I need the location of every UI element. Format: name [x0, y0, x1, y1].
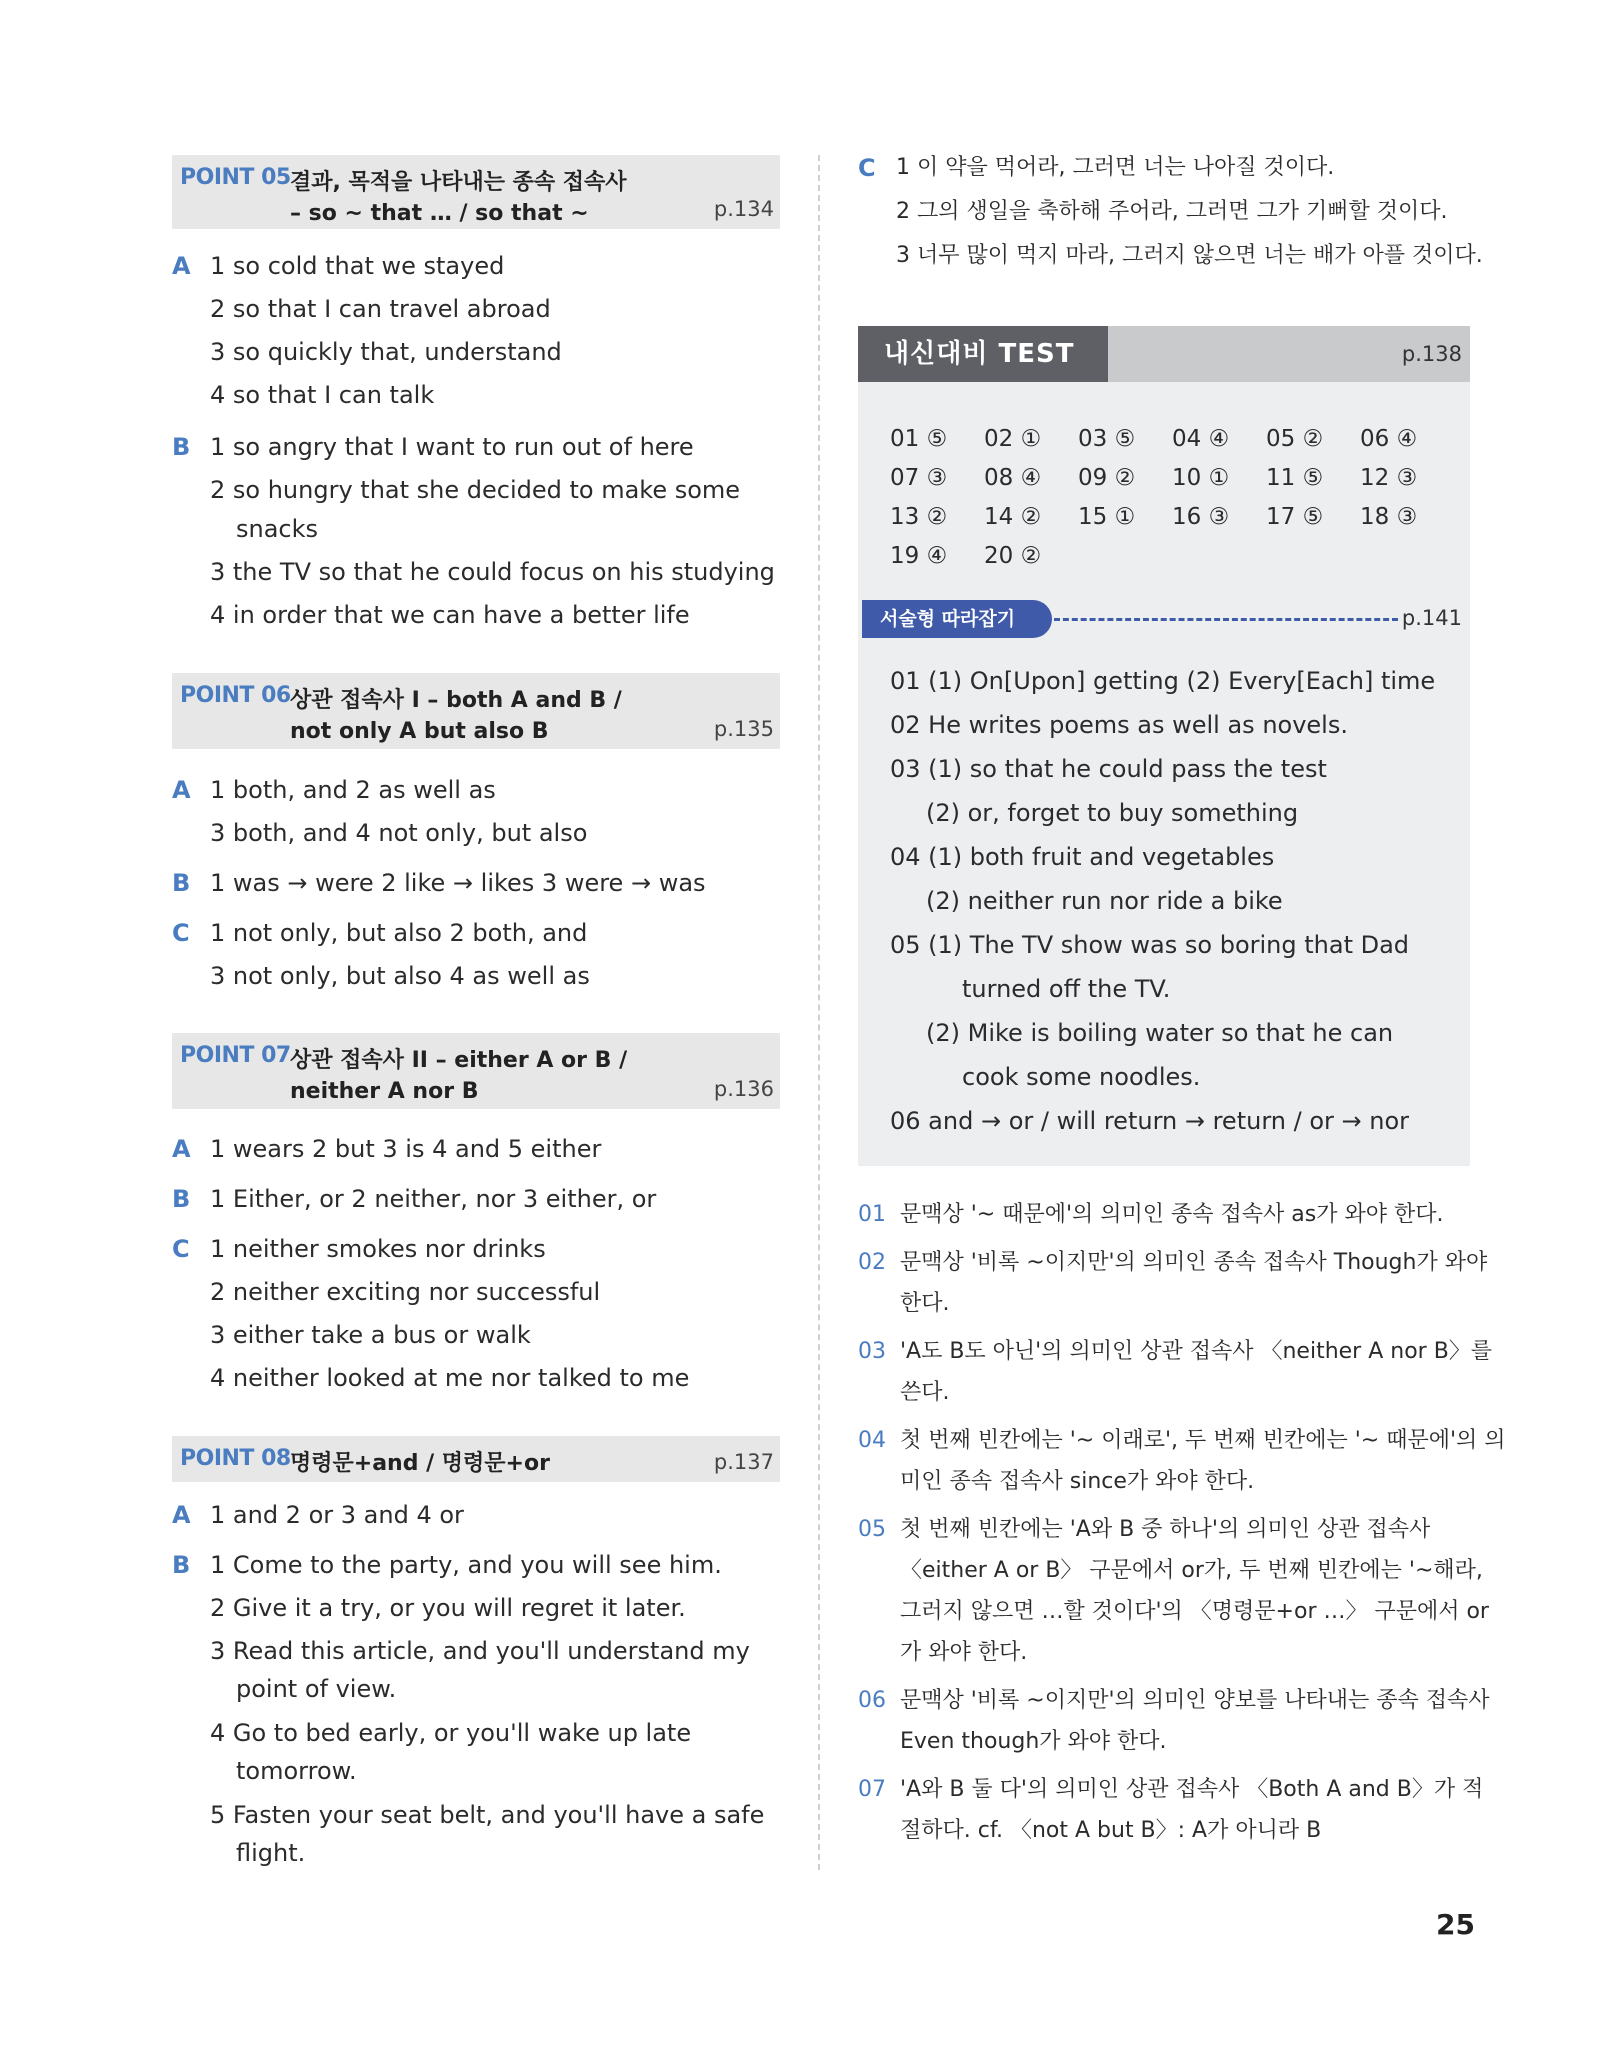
seosul-line: 05 (1) The TV show was so boring that Dad: [890, 931, 1410, 959]
explanation-line: 절하다. cf. 〈not A but B〉: A가 아니라 B: [900, 1818, 1322, 1843]
answer-line-continued: snacks: [236, 515, 319, 543]
answer-line: 3 both, and 4 not only, but also: [210, 819, 588, 847]
explanation-line: 쓴다.: [900, 1380, 950, 1405]
section-letter-b: B: [172, 433, 191, 461]
page-reference: p.141: [1401, 606, 1462, 630]
answer-line: 1 neither smokes nor drinks: [210, 1235, 546, 1263]
answer-line: 2 그의 생일을 축하해 주어라, 그러면 그가 기뻐할 것이다.: [896, 199, 1448, 224]
answer-item: 01 ⑤: [890, 426, 948, 452]
answer-item: 04 ④: [1172, 426, 1230, 452]
answer-line: 1 not only, but also 2 both, and: [210, 919, 588, 947]
answer-line: 4 Go to bed early, or you'll wake up late: [210, 1719, 692, 1747]
answer-line: 3 so quickly that, understand: [210, 338, 562, 366]
explanation-line: 〈either A or B〉 구문에서 or가, 두 번째 빈칸에는 '~해라,: [900, 1558, 1483, 1583]
test-header: [858, 326, 1470, 382]
page-reference: p.136: [713, 1077, 774, 1101]
point08-header: [172, 1436, 780, 1482]
answer-item: 10 ①: [1172, 465, 1230, 491]
point-subtitle: – so ~ that … / so that ~: [290, 201, 589, 226]
column-divider: [818, 155, 820, 1870]
explanation-line: 'A도 B도 아닌'의 의미인 상관 접속사 〈neither A nor B〉를: [900, 1339, 1493, 1364]
answer-line: 2 neither exciting nor successful: [210, 1278, 601, 1306]
section-letter-c: C: [172, 1235, 190, 1263]
point-label: POINT 07: [180, 1043, 291, 1068]
explanation-number: 04: [858, 1428, 886, 1453]
page-number: 25: [1436, 1908, 1475, 1941]
answer-line: 1 wears 2 but 3 is 4 and 5 either: [210, 1135, 602, 1163]
section-letter-c: C: [858, 154, 876, 182]
explanation-line: Even though가 와야 한다.: [900, 1729, 1167, 1754]
answer-item: 12 ③: [1360, 465, 1418, 491]
answer-item: 03 ⑤: [1078, 426, 1136, 452]
answer-line-continued: flight.: [236, 1839, 306, 1867]
seosul-line: 03 (1) so that he could pass the test: [890, 755, 1327, 783]
explanation-line: 한다.: [900, 1291, 950, 1316]
answer-item: 11 ⑤: [1266, 465, 1324, 491]
page-reference: p.138: [1401, 342, 1462, 366]
answer-line-continued: point of view.: [236, 1675, 397, 1703]
answer-item: 08 ④: [984, 465, 1042, 491]
answer-item: 15 ①: [1078, 504, 1136, 530]
answer-item: 16 ③: [1172, 504, 1230, 530]
point-label: POINT 06: [180, 683, 291, 708]
explanation-line: 문맥상 '비록 ~이지만'의 의미인 종속 접속사 Though가 와야: [900, 1250, 1488, 1275]
explanation-number: 02: [858, 1250, 886, 1275]
explanation-number: 05: [858, 1517, 886, 1542]
section-letter-a: A: [172, 252, 191, 280]
point-subtitle: neither A nor B: [290, 1079, 479, 1104]
section-letter-a: A: [172, 1501, 191, 1529]
answer-item: 18 ③: [1360, 504, 1418, 530]
answer-item: 09 ②: [1078, 465, 1136, 491]
section-letter-a: A: [172, 776, 191, 804]
seosul-line: 06 and → or / will return → return / or → nor: [890, 1107, 1409, 1135]
point06-header: [172, 673, 780, 749]
explanation-number: 01: [858, 1202, 886, 1227]
point-title: 상관 접속사 I – both A and B /: [290, 688, 622, 713]
dashed-rule: [1054, 618, 1398, 621]
answer-item: 14 ②: [984, 504, 1042, 530]
answer-line: 3 Read this article, and you'll understand my: [210, 1637, 750, 1665]
explanation-line: 첫 번째 빈칸에는 'A와 B 중 하나'의 의미인 상관 접속사: [900, 1517, 1431, 1542]
answer-line: 2 so hungry that she decided to make some: [210, 476, 741, 504]
point07-header: [172, 1033, 780, 1109]
explanation-line: 첫 번째 빈칸에는 '~ 이래로', 두 번째 빈칸에는 '~ 때문에'의 의: [900, 1428, 1506, 1453]
explanation-number: 06: [858, 1688, 886, 1713]
test-title: 내신대비 TEST: [858, 326, 1108, 382]
seosul-line: cook some noodles.: [962, 1063, 1201, 1091]
answer-line: 5 Fasten your seat belt, and you'll have a safe: [210, 1801, 765, 1829]
answer-line: 4 in order that we can have a better life: [210, 601, 690, 629]
explanation-line: 미인 종속 접속사 since가 와야 한다.: [900, 1469, 1255, 1494]
section-letter-b: B: [172, 1185, 191, 1213]
section-letter-b: B: [172, 1551, 191, 1579]
answer-item: 06 ④: [1360, 426, 1418, 452]
answer-line: 1 was → were 2 like → likes 3 were → was: [210, 869, 706, 897]
section-letter-b: B: [172, 869, 191, 897]
answer-line: 2 so that I can travel abroad: [210, 295, 551, 323]
explanation-line: 가 와야 한다.: [900, 1640, 1028, 1665]
explanation-line: 'A와 B 둘 다'의 의미인 상관 접속사 〈Both A and B〉가 적: [900, 1777, 1484, 1802]
answer-line: 1 and 2 or 3 and 4 or: [210, 1501, 464, 1529]
answer-item: 19 ④: [890, 543, 948, 569]
answer-line: 3 the TV so that he could focus on his studying: [210, 558, 775, 586]
seosul-line: (2) or, forget to buy something: [926, 799, 1299, 827]
point05-header: [172, 155, 780, 229]
page-reference: p.134: [713, 197, 774, 221]
explanation-number: 03: [858, 1339, 886, 1364]
answer-item: 02 ①: [984, 426, 1042, 452]
seosul-tag: 서술형 따라잡기: [862, 600, 1052, 638]
answer-item: 17 ⑤: [1266, 504, 1324, 530]
seosul-line: turned off the TV.: [962, 975, 1171, 1003]
answer-line-continued: tomorrow.: [236, 1757, 357, 1785]
point-title: 명령문+and / 명령문+or: [290, 1451, 550, 1476]
seosul-line: (2) neither run nor ride a bike: [926, 887, 1283, 915]
answer-line: 3 not only, but also 4 as well as: [210, 962, 590, 990]
answer-item: 07 ③: [890, 465, 948, 491]
answer-item: 05 ②: [1266, 426, 1324, 452]
explanation-number: 07: [858, 1777, 886, 1802]
section-letter-c: C: [172, 919, 190, 947]
answer-line: 1 so angry that I want to run out of here: [210, 433, 694, 461]
answer-line: 1 so cold that we stayed: [210, 252, 505, 280]
page-reference: p.137: [713, 1450, 774, 1474]
seosul-line: 04 (1) both fruit and vegetables: [890, 843, 1275, 871]
point-subtitle: not only A but also B: [290, 719, 549, 744]
point-title: 상관 접속사 II – either A or B /: [290, 1048, 628, 1073]
answer-line: 1 both, and 2 as well as: [210, 776, 496, 804]
answer-line: 1 이 약을 먹어라, 그러면 너는 나아질 것이다.: [896, 155, 1335, 180]
section-letter-a: A: [172, 1135, 191, 1163]
answer-line: 3 너무 많이 먹지 마라, 그러지 않으면 너는 배가 아플 것이다.: [896, 243, 1483, 268]
answer-item: 20 ②: [984, 543, 1042, 569]
answer-line: 3 either take a bus or walk: [210, 1321, 531, 1349]
page-reference: p.135: [713, 717, 774, 741]
answer-item: 13 ②: [890, 504, 948, 530]
point-title: 결과, 목적을 나타내는 종속 접속사: [290, 170, 627, 195]
answer-line: 4 neither looked at me nor talked to me: [210, 1364, 690, 1392]
explanation-line: 문맥상 '비록 ~이지만'의 의미인 양보를 나타내는 종속 접속사: [900, 1688, 1490, 1713]
seosul-line: (2) Mike is boiling water so that he can: [926, 1019, 1394, 1047]
point-label: POINT 05: [180, 165, 291, 190]
answer-line: 2 Give it a try, or you will regret it later.: [210, 1594, 686, 1622]
answer-line: 1 Come to the party, and you will see him.: [210, 1551, 722, 1579]
answer-line: 1 Either, or 2 neither, nor 3 either, or: [210, 1185, 657, 1213]
explanation-line: 그러지 않으면 …할 것이다'의 〈명령문+or …〉 구문에서 or: [900, 1599, 1489, 1624]
seosul-line: 02 He writes poems as well as novels.: [890, 711, 1348, 739]
explanation-line: 문맥상 '~ 때문에'의 의미인 종속 접속사 as가 와야 한다.: [900, 1202, 1444, 1227]
seosul-line: 01 (1) On[Upon] getting (2) Every[Each] time: [890, 667, 1436, 695]
point-label: POINT 08: [180, 1446, 291, 1471]
answer-line: 4 so that I can talk: [210, 381, 435, 409]
